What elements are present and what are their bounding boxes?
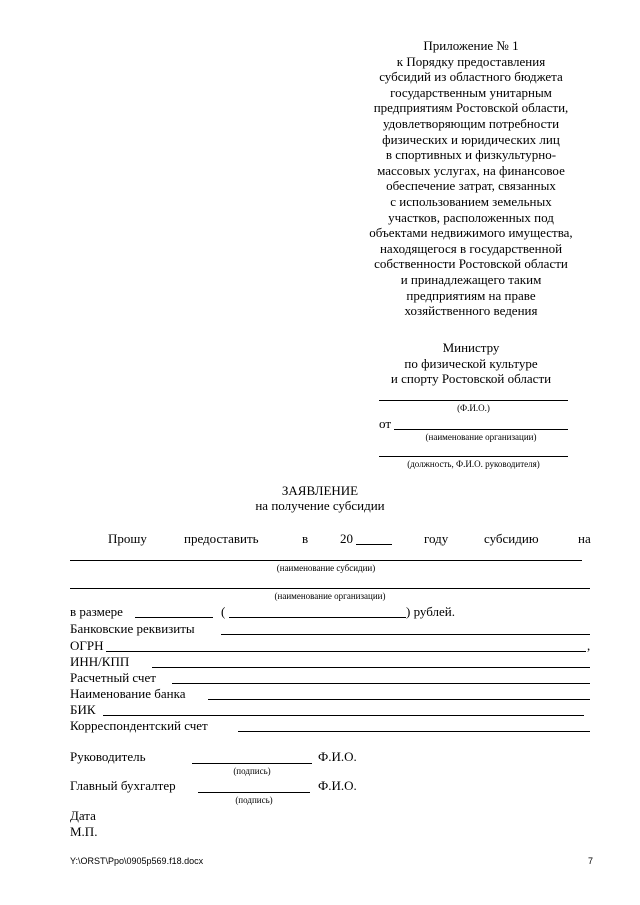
annex-line: объектами недвижимого имущества, bbox=[369, 225, 573, 241]
request-word: Прошу bbox=[108, 531, 147, 546]
addressee-line: и спорту Ростовской области bbox=[390, 371, 552, 387]
request-word: в bbox=[302, 531, 309, 546]
ogrn-comma: , bbox=[587, 638, 591, 653]
annex-line: находящегося в государственной bbox=[379, 240, 563, 256]
head-caption: (должность, Ф.И.О. руководителя) bbox=[407, 459, 540, 469]
page-number: 7 bbox=[588, 856, 594, 866]
annex-line: обеспечение затрат, связанных bbox=[386, 178, 556, 194]
addressee-line: по физической культуре bbox=[404, 355, 538, 371]
annex-line: в спортивных и физкультурно- bbox=[385, 147, 557, 163]
addressee-block bbox=[340, 340, 602, 387]
annex-header bbox=[340, 38, 602, 319]
annex-line: предприятиям на праве bbox=[406, 287, 536, 303]
organization-caption: (наименование организации) bbox=[274, 591, 386, 601]
annex-line: массовых услугах, на финансовое bbox=[377, 162, 565, 178]
annex-line: хозяйственного ведения bbox=[404, 303, 538, 319]
subsidy-caption: (наименование субсидии) bbox=[276, 563, 376, 573]
amount-number-line[interactable] bbox=[135, 617, 213, 618]
head-signature-line[interactable] bbox=[192, 763, 312, 764]
account-line[interactable] bbox=[172, 683, 590, 684]
request-word: 20 bbox=[340, 531, 353, 546]
head-signature-label: Руководитель bbox=[70, 749, 146, 764]
from-org-line[interactable] bbox=[394, 429, 568, 430]
annex-line: государственным унитарным bbox=[390, 84, 552, 100]
org-caption: (наименование организации) bbox=[425, 432, 537, 442]
request-word: на bbox=[578, 531, 591, 546]
addressee-line: Министру bbox=[442, 340, 500, 355]
fio-caption: (Ф.И.О.) bbox=[457, 403, 490, 413]
request-word: году bbox=[424, 531, 449, 546]
subsidy-line[interactable] bbox=[70, 560, 582, 561]
inn-kpp-label: ИНН/КПП bbox=[70, 654, 130, 669]
head-line[interactable] bbox=[379, 456, 568, 457]
document-title: ЗАЯВЛЕНИЕ bbox=[281, 483, 359, 498]
annex-line: и принадлежащего таким bbox=[400, 271, 542, 287]
stamp-label: М.П. bbox=[70, 824, 98, 839]
annex-line: физических и юридических лиц bbox=[382, 131, 560, 147]
annex-line: с использованием земельных bbox=[390, 193, 552, 209]
accountant-sign-caption: (подпись) bbox=[235, 795, 273, 805]
request-word: субсидию bbox=[484, 531, 539, 546]
year-line[interactable] bbox=[356, 544, 392, 545]
file-path: Y:\ORST\Ppo\0905p569.f18.docx bbox=[70, 856, 204, 866]
amount-label: в размере bbox=[70, 604, 123, 619]
corr-account-label: Корреспондентский счет bbox=[70, 718, 208, 733]
bank-details-label: Банковские реквизиты bbox=[70, 621, 195, 636]
account-label: Расчетный счет bbox=[70, 670, 156, 685]
annex-line: Приложение № 1 bbox=[423, 38, 519, 53]
annex-line: удовлетворяющим потребности bbox=[382, 115, 560, 131]
document-subtitle: на получение субсидии bbox=[255, 498, 385, 513]
date-label: Дата bbox=[70, 808, 96, 823]
ogrn-label: ОГРН bbox=[70, 638, 104, 653]
annex-line: собственности Ростовской области bbox=[374, 256, 568, 272]
accountant-signature-label: Главный бухгалтер bbox=[70, 778, 176, 793]
annex-line: к Порядку предоставления bbox=[396, 53, 546, 69]
annex-line: субсидий из областного бюджета bbox=[379, 69, 563, 85]
amount-suffix: ) рублей. bbox=[406, 604, 455, 619]
fio-line[interactable] bbox=[379, 400, 568, 401]
amount-words-line[interactable] bbox=[229, 617, 406, 618]
bank-name-label: Наименование банка bbox=[70, 686, 186, 701]
head-sign-caption: (подпись) bbox=[233, 766, 271, 776]
annex-line: участков, расположенных под bbox=[388, 209, 554, 225]
bik-label: БИК bbox=[70, 702, 96, 717]
annex-line: предприятиям Ростовской области, bbox=[373, 100, 569, 116]
corr-account-line[interactable] bbox=[238, 731, 590, 732]
accountant-fio-label: Ф.И.О. bbox=[318, 778, 357, 793]
amount-open-paren: ( bbox=[221, 604, 226, 619]
ogrn-line[interactable] bbox=[106, 651, 586, 652]
organization-line[interactable] bbox=[70, 588, 590, 589]
bank-name-line[interactable] bbox=[208, 699, 590, 700]
bik-line[interactable] bbox=[103, 715, 584, 716]
head-fio-label: Ф.И.О. bbox=[318, 749, 357, 764]
accountant-signature-line[interactable] bbox=[198, 792, 310, 793]
request-word: предоставить bbox=[184, 531, 259, 546]
bank-details-line[interactable] bbox=[221, 634, 590, 635]
from-label: от bbox=[379, 416, 392, 431]
inn-kpp-line[interactable] bbox=[152, 667, 590, 668]
